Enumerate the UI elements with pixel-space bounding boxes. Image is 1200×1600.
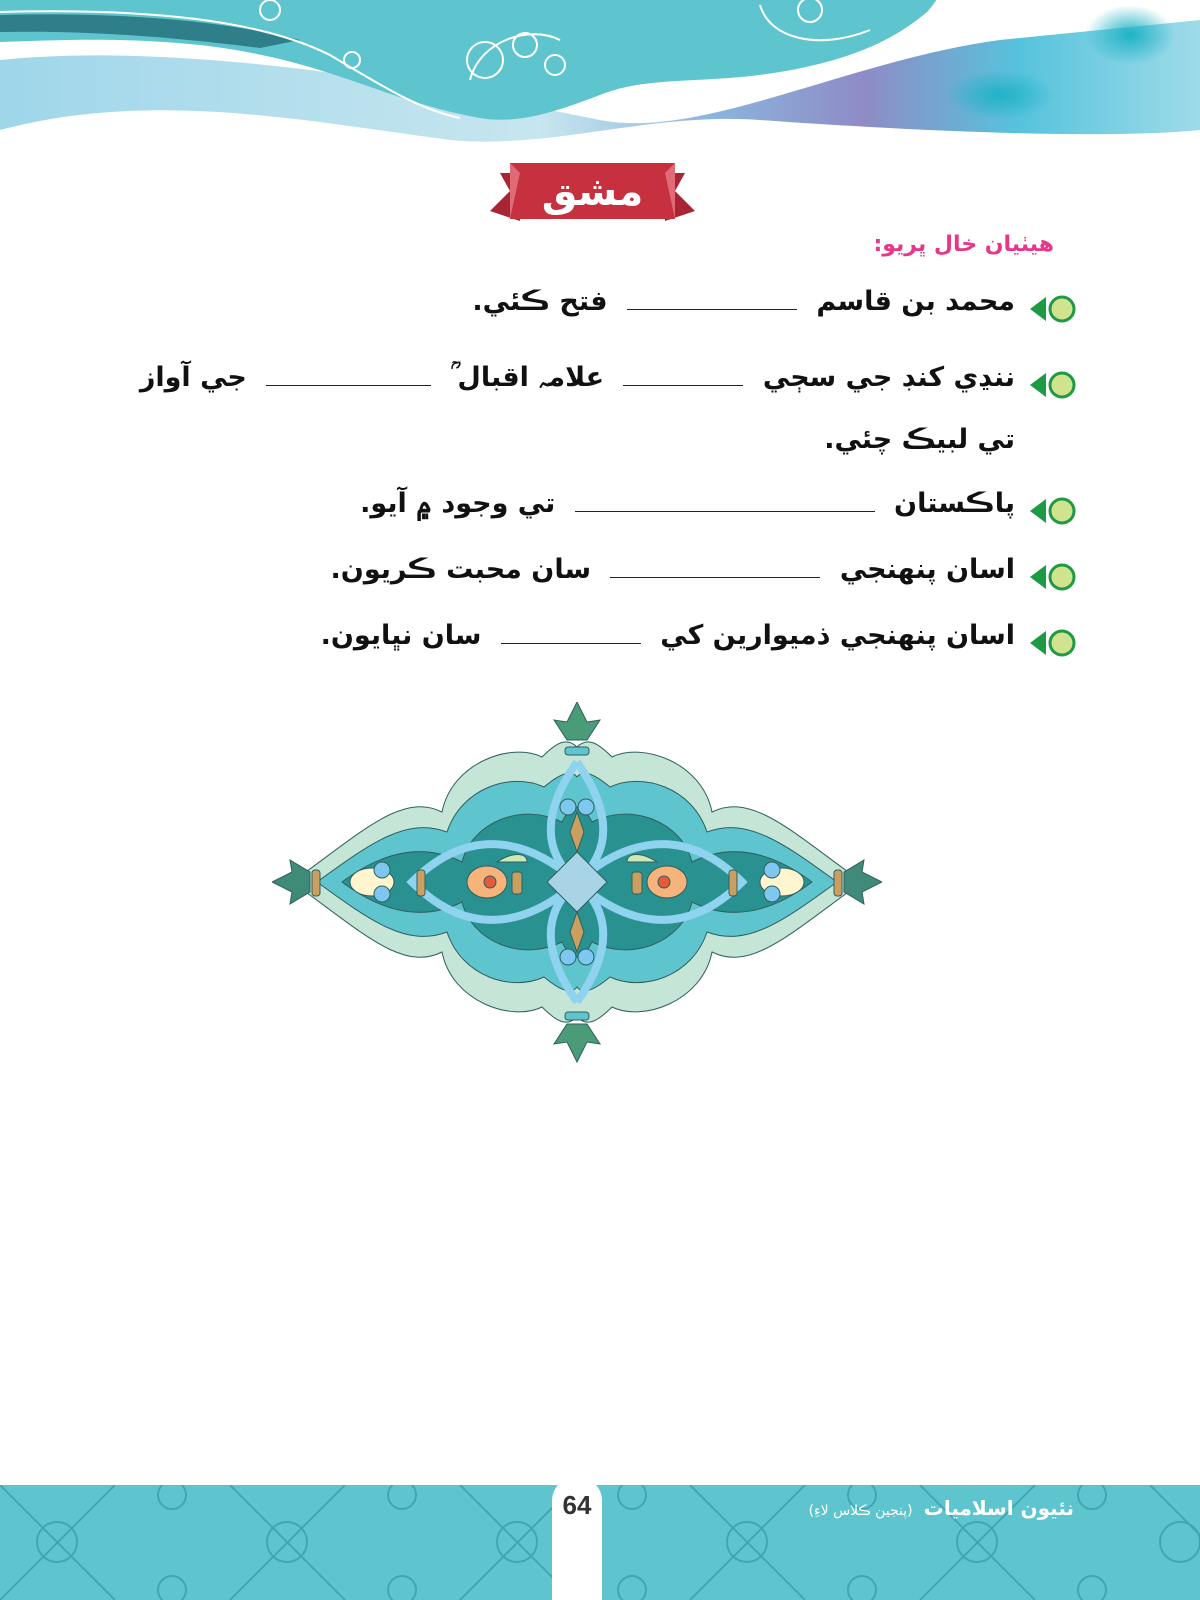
question-text: پاڪستان [894,488,1015,519]
question-text: فتح ڪئي. [472,286,608,317]
answer-blank[interactable] [627,289,797,310]
answer-blank[interactable] [501,623,641,644]
question-text: ننڍي کنڊ جي سڄي [762,362,1015,393]
answer-blank[interactable] [575,491,875,512]
islamic-floral-ornament-icon [272,702,882,1082]
book-title [809,1496,1074,1520]
answer-blank[interactable] [266,365,431,386]
page-number: 64 [562,1490,592,1520]
question-text: سان محبت ڪريون. [330,554,592,585]
question-text: اسان پنهنجي ذميوارين کي [660,620,1015,651]
question-text: سان نڀايون. [320,620,482,651]
arrow-bullet-icon [1030,294,1078,324]
exercise-title-ribbon [490,163,695,229]
header-decorative-banner [0,0,1200,160]
arrow-bullet-icon [1030,628,1078,658]
instruction-text: هيٺيان خال ڀريو: [873,232,1054,257]
question-text: اسان پنهنجي [839,554,1015,585]
book-title-subtitle: (پنجين ڪلاس لاءِ) [808,1503,913,1519]
page-number-tab [552,1476,602,1600]
answer-blank[interactable] [610,557,820,578]
arrow-bullet-icon [1030,496,1078,526]
question-text: تي وجود ۾ آيو. [360,488,556,519]
question-text: محمد بن قاسم [816,286,1015,317]
answer-blank[interactable] [623,365,743,386]
question-text: جي آواز تي لبيڪ چئي. [139,362,1015,455]
exercise-title: مشق [541,169,644,215]
book-title-main: نئيون اسلاميات [923,1496,1074,1520]
arrow-bullet-icon [1030,370,1078,400]
arrow-bullet-icon [1030,562,1078,592]
question-text: علامہ اقبال ؒ [450,362,605,393]
